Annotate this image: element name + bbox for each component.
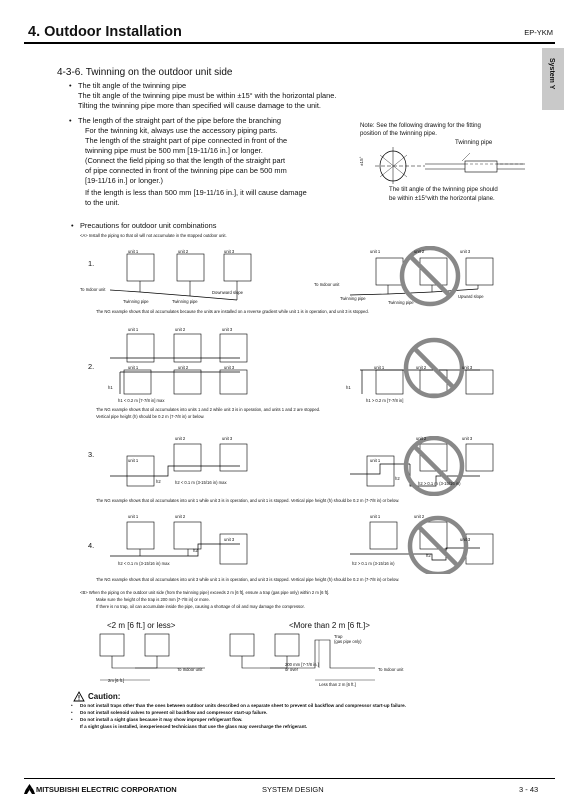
ex3-ng-limit: h2 > 0.1 m (3-15/16 in) [418,481,461,486]
straight-line-2: The length of the straight part of pipe connected in front of the [85,136,288,145]
ex2-ng-unit-1: unit 1 [374,365,385,370]
ex3-caption: The NG example shows that oil accumulates into unit 1 while unit 3 is in operation, and unit 1 is stopped. Vertical pipe height (h) should be 0.2 m (7-7/8 in) or below. [96,498,400,503]
ex3-ok-limit: h2 < 0.1 m (3-15/16 in) max [175,480,227,485]
precautions-heading: • Precautions for outdoor unit combinations [80,221,216,231]
footer-rule [24,778,555,779]
ex2-caption-2: Vertical pipe height (h) should be 0.2 m (7-7/8 in) or below. [96,414,205,419]
ex1-ng-unit-2: unit 2 [414,249,425,254]
ex2-unit-2: unit 2 [178,365,189,370]
ex1-unit-3: unit 3 [224,249,235,254]
trap-label-2: (gas pipe only) [334,639,362,644]
tilt-line-1: The tilt angle of the twinning pipe must be within ±15° with the horizontal plane. [78,91,337,100]
trap-height-2: or over [285,667,299,672]
tilt-line-2: Tilting the twinning pipe more than specified will cause damage to the unit. [78,101,321,110]
footer-center: SYSTEM DESIGN [262,785,324,794]
note-b-line-2: Make sure the height of the trap is 200 mm [7-7/8 in] or more. [96,597,210,602]
ex1-downward-slope: Downward slope [212,290,243,295]
ex4-unit-2: unit 2 [175,514,186,519]
trap-height-1: 200 mm [7-7/8 in.] [285,662,319,667]
ex2-ng-h1: h1 [346,385,351,390]
ex1-caption: The NG example shows that oil accumulates because the units are installed on a reverse gradient while unit 1 is in operation, and unit 3 is stopped. [96,309,369,314]
caution-item-2: • Do not install solenoid valves to prevent oil backflow and compressor start-up failure. [80,710,267,716]
trap-left-to-indoor: To Indoor unit [177,667,203,672]
ex4-ng-unit-1: unit 1 [370,514,381,519]
ex1-unit-1: unit 1 [128,249,139,254]
note-caption-2: be within ±15°with the horizontal plane. [389,195,495,202]
ex2-ng-limit: h1 > 0.2 m [7-7/8 in] [366,398,404,403]
ex2-unit-1: unit 1 [128,365,139,370]
ex2-h1: h1 [108,385,113,390]
example-2-diagram [80,326,540,402]
ex3-ng-h2: h2 [395,476,400,481]
ex4-h2: h2 [193,548,198,553]
ex1-upward-slope: Upward slope [458,294,484,299]
straight-heading: • The length of the straight part of the pipe before the branching [78,116,281,126]
twinning-pipe-figure [355,145,540,185]
example-4-number: 4. [88,541,95,550]
note-b-line-3: If there is no trap, oil can accumulate inside the pipe, causing a shortage of oil and may damage the compressor. [96,604,305,609]
straight-line-7: If the length is less than 500 mm [19-11/16 in.], it will cause damage [85,188,307,197]
ex2-unit-3: unit 3 [224,365,235,370]
ex1-unit-2: unit 2 [178,249,189,254]
example-1-number: 1. [88,259,95,268]
ex3-ng-unit-1: unit 1 [370,458,381,463]
note-caption-1: The tilt angle of the twinning pipe should [389,186,498,193]
ex4-unit-1: unit 1 [128,514,139,519]
ex3-h2: h2 [156,479,161,484]
straight-line-8: to the unit. [85,198,120,207]
straight-line-6: [19-11/16 in.] or longer.) [85,176,163,185]
note-line-2: position of the twinning pipe. [360,130,437,137]
ex4-ng-unit-3: unit 3 [460,537,471,542]
ex2-ng-unit-2: unit 2 [416,365,427,370]
note-b-line-1: <B> When the piping on the outdoor unit side (from the twinning pipe) exceeds 2 m [6 ft], ensure a trap (gas pipe only) within 2 m [6 ft]. [80,590,330,595]
twinning-pipe-label: Twinning pipe [455,139,493,146]
caution-extra: If a sight glass is installed, inexperienced technicians that use the glass may overcharge the refrigerant. [80,724,308,729]
tilt-angle-label: ±15° [359,156,364,166]
ex1-twinning-1: Twinning pipe [123,299,149,304]
ex4-ok-limit: h2 < 0.1 m (3-15/16 in) max [118,561,170,566]
straight-line-5: of pipe connected in front of the twinning pipe can be 500 mm [85,166,287,175]
example-2-number: 2. [88,362,95,371]
trap-less-than: Less than 2 m [6 ft.] [319,682,356,687]
ex3-ng-unit-3: unit 3 [462,436,473,441]
ex3-unit-2: unit 2 [175,436,186,441]
ex2a-unit-1: unit 1 [128,327,139,332]
ex3-unit-3: unit 3 [222,436,233,441]
ex4-ng-limit: h2 > 0.1 m (3-15/16 in) [352,561,395,566]
ex2a-unit-3: unit 3 [222,327,233,332]
caution-title: Caution: [88,692,121,701]
ex2-ng-unit-3: unit 3 [462,365,473,370]
ex3-ng-unit-2: unit 2 [416,436,427,441]
ex1-ng-twinning-2: Twinning pipe [388,300,414,305]
caution-item-3: • Do not install a sight glass because it may show improper refrigerant flow. [80,717,242,723]
straight-line-1: For the twinning kit, always use the accessory piping parts. [85,126,278,135]
document-code: EP-YKM [524,28,553,37]
caution-item-1: • Do not install traps other than the ones between outdoor units described on a separate sheet to prevent oil backflow and compressor start-up failure. [80,703,406,709]
ex1-to-indoor-right: To Indoor unit [314,282,340,287]
ex2-caption-1: The NG example shows that oil accumulates into units 1 and 2 while unit 3 is in operation, and units 1 and 2 are stopped. [96,407,321,412]
company-name: MITSUBISHI ELECTRIC CORPORATION [36,785,177,794]
header-rule [24,42,555,44]
example-1-diagram [80,246,540,314]
ex2-ok-limit: h1 < 0.2 m [7-7/8 in] max [118,398,165,403]
straight-line-4: (Connect the field piping so that the length of the straight part [85,156,286,165]
mitsubishi-logo-icon [24,784,35,794]
tilt-heading: • The tilt angle of the twinning pipe [78,81,186,91]
ex1-ng-twinning-1: Twinning pipe [340,296,366,301]
ex2a-unit-2: unit 2 [175,327,186,332]
trap-label-1: Trap [334,634,343,639]
page-title: 4. Outdoor Installation [28,24,182,40]
side-tab-label: System Y [548,58,555,90]
trap-right-title: <More than 2 m [6 ft.]> [289,621,370,630]
page-number: 3 - 43 [519,785,539,794]
ex1-ng-unit-1: unit 1 [370,249,381,254]
trap-left-title: <2 m [6 ft.] or less> [107,621,176,630]
straight-line-3: twinning pipe must be 500 mm [19-11/16 in.] or longer. [85,146,263,155]
section-title: 4-3-6. Twinning on the outdoor unit side [57,67,233,78]
ex3-unit-1: unit 1 [128,458,139,463]
ex1-to-indoor-left: To Indoor unit [80,287,106,292]
note-a: <A> Install the piping so that oil will not accumulate in the stopped outdoor unit. [80,233,227,238]
ex4-unit-3: unit 3 [224,537,235,542]
note-line-1: Note: See the following drawing for the fitting [360,122,481,129]
ex1-ng-unit-3: unit 3 [460,249,471,254]
example-3-number: 3. [88,450,95,459]
trap-left-dim: 2m [6 ft.] [108,678,125,683]
trap-right-to-indoor: To Indoor unit [378,667,404,672]
side-tab [542,48,564,110]
ex4-caption: The NG example shows that oil accumulates into unit 3 while unit 1 is in operation, and unit 3 is stopped. Vertical pipe height (h) should be 0.2 m (7-7/8 in) or below. [96,577,400,582]
ex4-ng-unit-2: unit 2 [414,514,425,519]
ex1-twinning-2: Twinning pipe [172,299,198,304]
warning-triangle-icon [73,691,85,702]
example-3-diagram [80,436,540,496]
ex4-ng-h2: h2 [426,553,431,558]
